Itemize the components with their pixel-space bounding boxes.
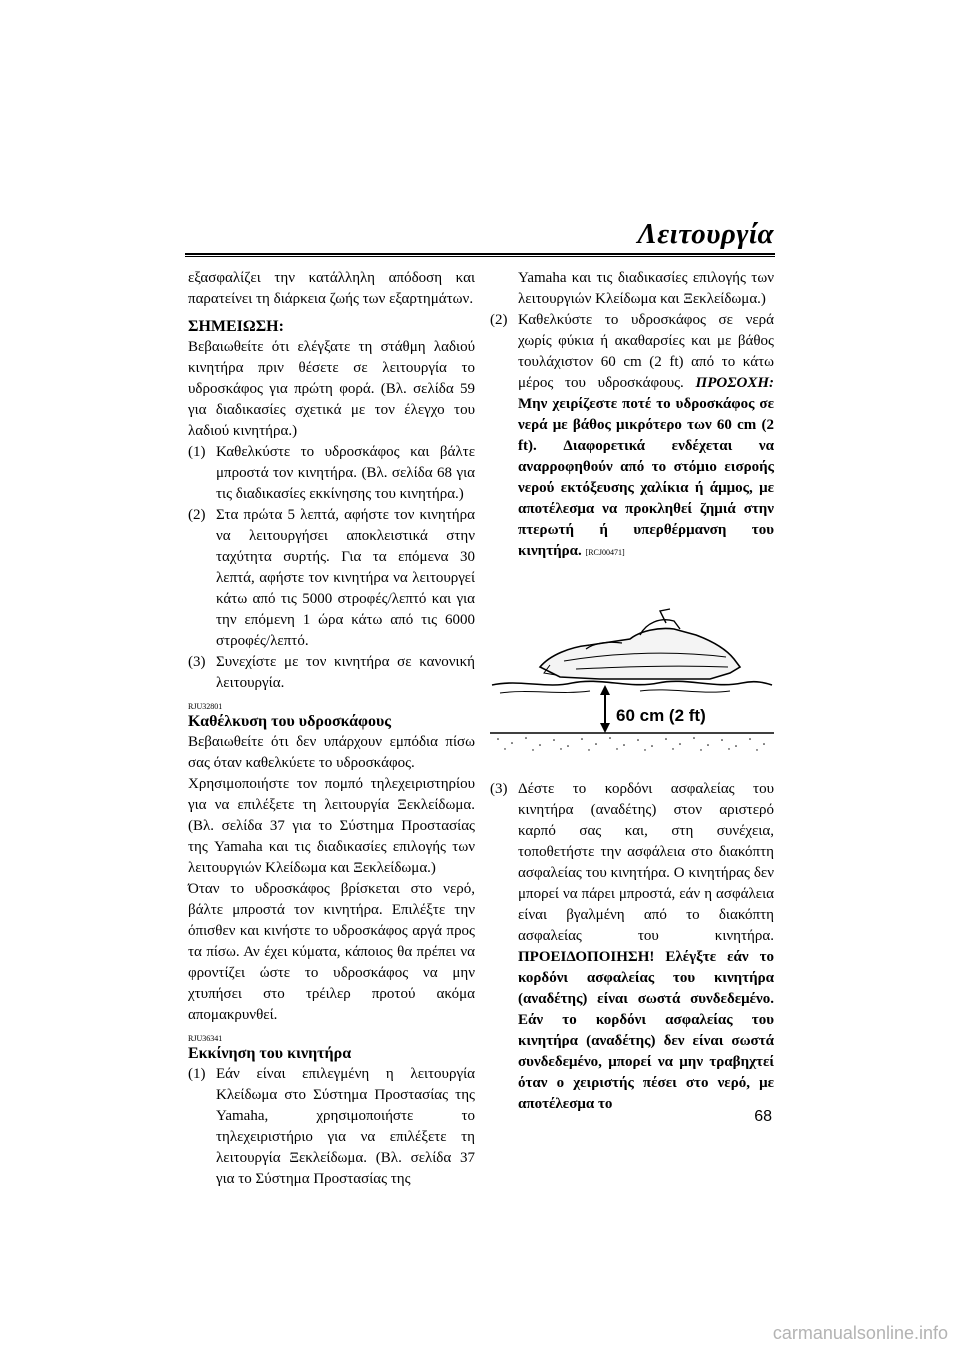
- launch-paragraph-3: Όταν το υδροσκάφος βρίσκεται στο νερό, βάλτε μπροστά τον κινητήρα. Επιλέξτε την όπισθεν και κινήστε το υδροσκάφος αργά προς τα πίσω. Αν έχει κύματα, κάποιος θα πρέπει να φροντίζει ώστε το υδροσκάφος να μην χτυπήσει στο τρέιλερ προτού ακόμα απομακρυνθεί.: [188, 881, 475, 1023]
- start-ref-code: RJU36341: [188, 1034, 223, 1043]
- start-step-1: [188, 1064, 475, 1190]
- break-in-step-1: [188, 442, 475, 505]
- break-in-step-2: [188, 505, 475, 652]
- intro-paragraph: εξασφαλίζει την κατάλληλη απόδοση και παρατείνει τη διάρκεια ζωής των εξαρτημάτων.: [188, 270, 475, 307]
- left-column: [188, 268, 475, 1190]
- launch-paragraph-1: Βεβαιωθείτε ότι δεν υπάρχουν εμπόδια πίσω σας όταν καθελκύετε το υδροσκάφος.: [188, 734, 475, 771]
- caution-code: [RCJ00471]: [585, 548, 625, 557]
- right-column: [490, 268, 774, 1115]
- page-number: 68: [754, 1108, 772, 1125]
- depth-illustration: [490, 605, 774, 753]
- warning-text: ΠΡΟΕΙΔΟΠΟΙΗΣΗ! Ελέγξτε εάν το κορδόνι ασφαλείας του κινητήρα (αναδέτης) είναι σωστά συνδεδεμένο. Εάν το κορδόνι ασφαλείας του κινητήρα (αναδέτης) δεν είναι σωστά συνδεδεμένο, μπορεί να μην τραβηχτεί όταν ο χειριστής πέσει στο νερό, με αποτέλεσμα το: [518, 949, 774, 1112]
- start-step-2: [490, 310, 774, 563]
- watercraft-depth-figure: [490, 605, 774, 753]
- note-paragraph: Βεβαιωθείτε ότι ελέγξατε τη στάθμη λαδιού κινητήρα πριν θέσετε σε λειτουργία το υδροσκάφος για πρώτη φορά. (Βλ. σελίδα 59 για διαδικασίες σχετικά με τον έλεγχο του λαδιού κινητήρα.): [188, 339, 475, 439]
- step-number: (1): [188, 444, 206, 460]
- step-text: Εάν είναι επιλεγμένη η λειτουργία Κλείδωμα στο Σύστημα Προστασίας της Yamaha, χρησιμοποιήστε το τηλεχειριστήριο για να επιλέξετε τη λειτουργία Ξεκλείδωμα. (Βλ. σελίδα 37 για το Σύστημα Προστασίας της: [216, 1066, 475, 1187]
- step-text: Δέστε το κορδόνι ασφαλείας του κινητήρα (αναδέτης) στον αριστερό καρπό σας και, στη συνέχεια, τοποθετήστε την ασφάλεια στο διακόπτη ασφαλείας του κινητήρα. Ο κινητήρας δεν μπορεί να πάρει μπροστά, εάν η ασφάλεια είναι βγαλμένη από το διακόπτη ασφαλείας του κινητήρα.: [518, 781, 774, 944]
- header-rule: [185, 253, 775, 255]
- step-text: Συνεχίστε με τον κινητήρα σε κανονική λειτουργία.: [216, 654, 475, 691]
- header-rule-thin: [185, 256, 775, 257]
- note-heading: ΣΗΜΕΙΩΣΗ:: [188, 318, 284, 335]
- launch-ref-code: RJU32801: [188, 702, 223, 711]
- caution-label: ΠΡΟΣΟΧΗ:: [695, 375, 774, 391]
- start-step-3: [490, 779, 774, 1115]
- launch-heading: Καθέλκυση του υδροσκάφους: [188, 713, 392, 730]
- step-text: Yamaha και τις διαδικασίες επιλογής των λειτουργιών Κλείδωμα και Ξεκλείδωμα.): [518, 270, 774, 307]
- step-text: Στα πρώτα 5 λεπτά, αφήστε τον κινητήρα να λειτουργήσει αποκλειστικά στην ταχύτητα συρτής. Για τα επόμενα 30 λεπτά, αφήστε τον κινητήρα να λειτουργεί κάτω από τις 5000 στροφές/λεπτό και για την επόμενη 1 ώρα κάτω από τις 6000 στροφές/λεπτό.: [216, 507, 475, 649]
- step-number: (3): [188, 654, 206, 670]
- caution-text: Μην χειρίζεστε ποτέ το υδροσκάφος σε νερά με βάθος μικρότερο των 60 cm (2 ft). Διαφορετικά ενδέχεται να αναρροφηθούν από το στόμιο εισροής νερού εκτόξευσης χαλίκια ή άμμος, με αποτέλεσμα να προκληθεί ζημιά στην πτερωτή ή υπερθέρμανση του κινητήρα.: [518, 396, 774, 559]
- step-number: (3): [490, 781, 508, 797]
- break-in-step-3: [188, 652, 475, 694]
- step-number: (2): [188, 507, 206, 523]
- step-text: Καθελκύστε το υδροσκάφος και βάλτε μπροστά τον κινητήρα. (Βλ. σελίδα 68 για τις διαδικασίες εκκίνησης του κινητήρα.): [216, 444, 475, 502]
- depth-label: 60 cm (2 ft): [616, 706, 706, 725]
- start-heading: Εκκίνηση του κινητήρα: [188, 1045, 352, 1062]
- step-number: (1): [188, 1066, 206, 1082]
- launch-paragraph-2: Χρησιμοποιήστε τον πομπό τηλεχειριστηρίου για να επιλέξετε τη λειτουργία Ξεκλείδωμα. (Βλ. σελίδα 37 για το Σύστημα Προστασίας της Yamaha και τις διαδικασίες επιλογής των λειτουργιών Κλείδωμα και Ξεκλείδωμα.): [188, 776, 475, 876]
- section-title: Λειτουργία: [637, 218, 774, 250]
- step-text: Καθελκύστε το υδροσκάφος σε νερά χωρίς φύκια ή ακαθαρσίες και με βάθος τουλάχιστον 60 cm (2 ft) από το κάτω μέρος του υδροσκάφους.: [518, 312, 774, 391]
- step-number: (2): [490, 312, 508, 328]
- start-step-1-continued: [490, 268, 774, 310]
- footer-watermark: carmanualsonline.info: [772, 1323, 948, 1343]
